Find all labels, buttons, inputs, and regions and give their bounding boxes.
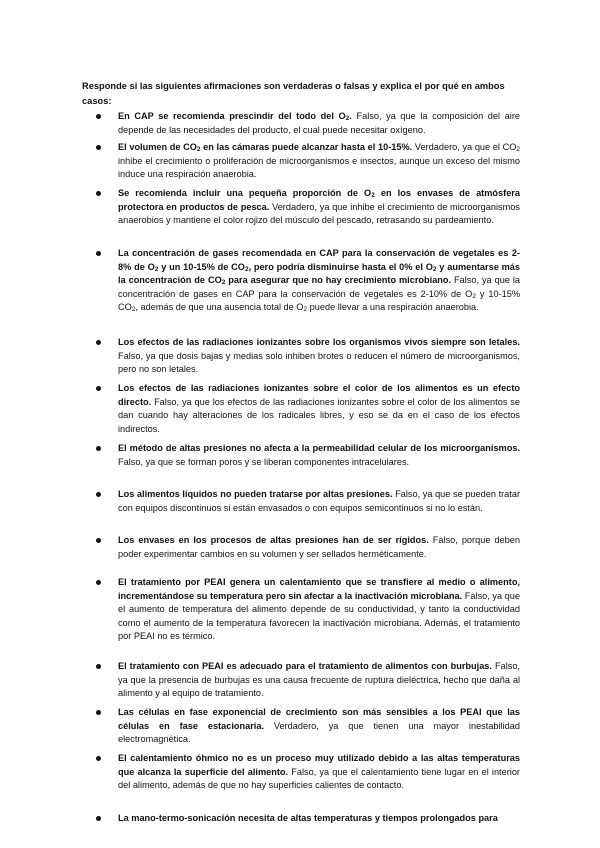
bullet-icon [96,816,101,821]
bullet-icon [96,580,101,585]
bullet-icon [96,114,101,119]
statement-text: El tratamiento con PEAI es adecuado para el tratamiento de alimentos con burbujas. Falso, ya que la presencia de burbujas es una causa frecuente de ruptura dieléctrica, hecho que daña al alimento y al equipo de tratamiento. [118,661,520,699]
statement-item [118,442,520,469]
instructions: Responde si las siguientes afirmaciones son verdaderas o falsas y explica el por qué en ambos casos: [82,81,505,107]
statement-item [118,660,520,701]
statement-item [118,706,520,747]
statement-text: La concentración de gases recomendada en CAP para la conservación de vegetales es 2-8% de $O_2$ y un 10-15% de $CO_2$, pero podría disminuirse hasta el 0% el $O_2$ y aumentarse más la concentración de $CO_2$ para asegurar que no hay crecimiento microbiano. Falso, ya que la concentración de gases en CAP para la conservación de vegetales es 2-10% de $O_2$ y 10-15% $CO_2$, además de que una ausencia total de $O_2$ puede llevar a una respiración anaerobia. [118,248,520,314]
statement-text: En CAP se recomienda prescindir del todo del $O_2$. Falso, ya que la composición del aire depende de las necesidades del producto, el cual puede necesitar oxígeno. [118,111,520,135]
statement-text: Las células en fase exponencial de crecimiento son más sensibles a los PEAI que las células en fase estacionaria. Verdadero, ya que tienen una mayor inestabilidad electromagnética. [118,707,520,745]
statement-text: Los efectos de las radiaciones ionizantes sobre los organismos vivos siempre son letales. Falso, ya que dosis bajas y medias solo inhiben brotes o reducen el número de microorganismos, pero no son letales. [118,337,520,375]
statement-item [118,382,520,436]
statement-item [118,534,520,561]
bullet-icon [96,710,101,715]
bullet-icon [96,664,101,669]
statement-text: El tratamiento por PEAI genera un calentamiento que se transfiere al medio o alimento, incrementándose su temperatura pero sin afectar a la inactivación microbiana. Falso, ya que el aumento de temperatura del alimento depende de su conductividad, y tanto la conductividad como el aumento de la temperatura favorecen la inactivación microbiana. Además, el tratamiento por PEAI no es térmico. [118,577,520,642]
bullet-icon [96,538,101,543]
statement-item [118,488,520,515]
statement-text: Los alimentos líquidos no pueden tratarse por altas presiones. Falso, ya que se pueden tratar con equipos discontinuos si están envasados o con equipos semicontinuos si no lo están. [118,489,521,513]
bullet-icon [96,446,101,451]
statement-item [118,576,520,644]
bullet-icon [96,251,101,256]
bullet-icon [96,386,101,391]
statement-text: El calentamiento óhmico no es un proceso muy utilizado debido a las altas temperaturas que alcanza la superficie del alimento. Falso, ya que el calentamiento tiene lugar en el interior del alimento, además de que no hay superficies calientes de contacto. [118,753,520,791]
bullet-icon [96,340,101,345]
statement-item [118,187,520,228]
statement-text: Los envases en los procesos de altas presiones han de ser rígidos. Falso, porque deben poder experimentar cambios en su volumen y ser sellados herméticamente. [118,535,520,559]
statement-item [118,812,520,826]
statement-item [118,141,520,182]
bullet-icon [96,191,101,196]
statement-item [118,752,520,793]
bullet-icon [96,492,101,497]
statement-text: La mano-termo-sonicación necesita de altas temperaturas y tiempos prolongados para [118,813,498,823]
statement-item [118,247,520,315]
statement-text: El volumen de $CO_2$ en las cámaras puede alcanzar hasta el 10-15%. Verdadero, ya que el $CO_2$ inhibe el crecimiento o proliferación de microorganismos e insectos, aunque un exceso del mismo induce una respiración anaerobia. [118,142,520,180]
statement-item [118,110,520,137]
statement-text: Los efectos de las radiaciones ionizantes sobre el color de los alimentos es un efecto directo. Falso, ya que los efectos de las radiaciones ionizantes sobre el color de los alimentos se dan cuando hay alteraciones de los radicales libres, y eso se da en el caso de los efectos indirectos. [118,383,520,434]
bullet-icon [96,756,101,761]
statement-item [118,336,520,377]
bullet-icon [96,145,101,150]
statement-text: El método de altas presiones no afecta a la permeabilidad celular de los microorganismos. Falso, ya que se forman poros y se liberan componentes intracelulares. [118,443,520,467]
statement-text: Se recomienda incluir una pequeña proporción de $O_2$ en los envases de atmósfera protectora en productos de pesca. Verdadero, ya que inhibe el crecimiento de microorganismos anaerobios y mantiene el color rojizo del músculo del pescado, retrasando su pardeamiento. [118,188,521,226]
